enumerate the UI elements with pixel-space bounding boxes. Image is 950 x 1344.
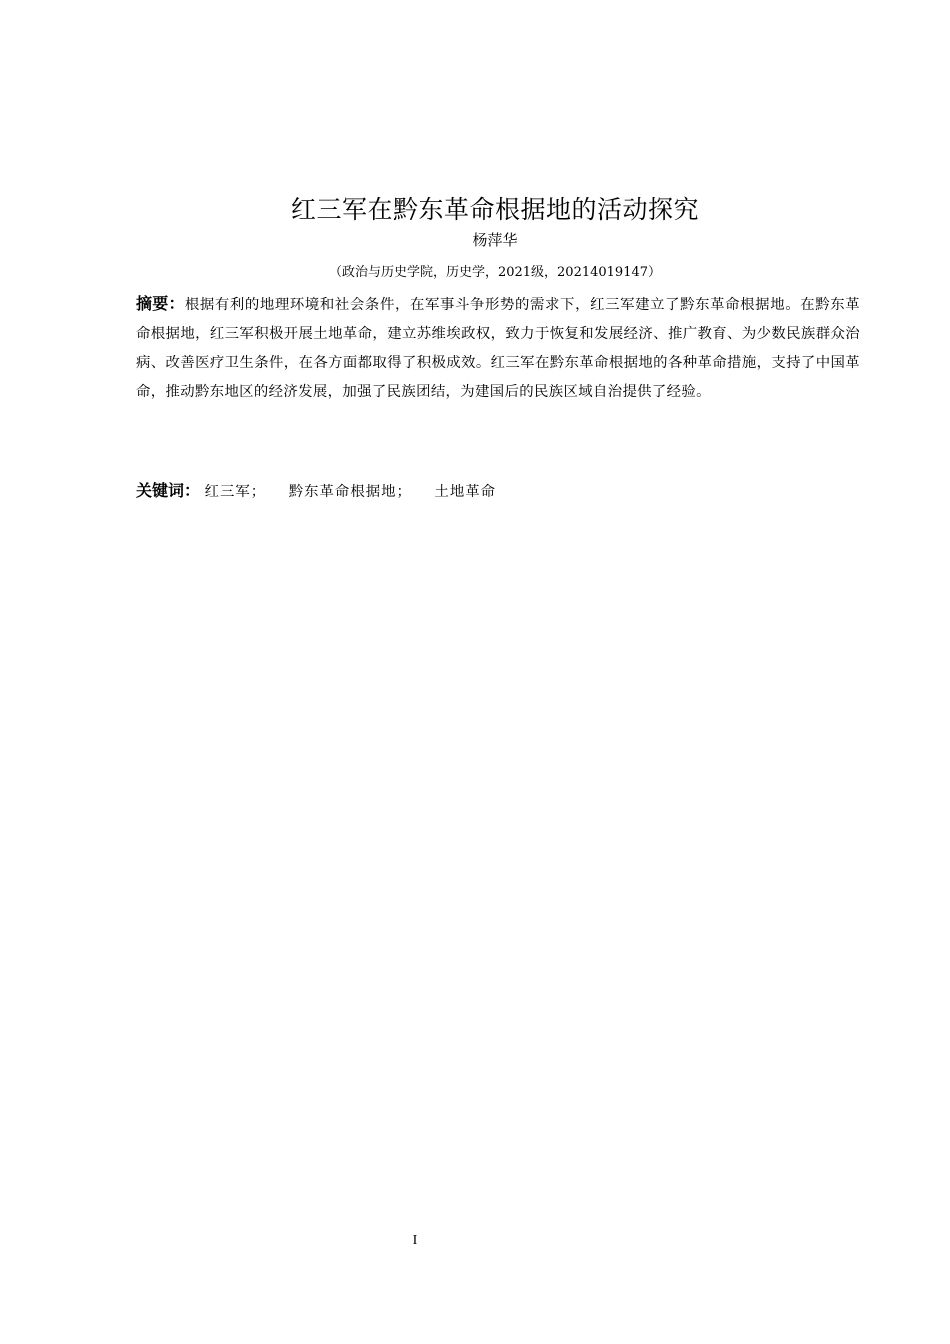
keyword-item: 土地革命 — [434, 484, 497, 500]
keywords-line — [136, 478, 860, 505]
page-number: I — [412, 1233, 418, 1248]
keywords-label: 关键词： — [136, 481, 201, 500]
keyword-item: 黔东革命根据地； — [288, 484, 412, 500]
abstract-text: 根据有利的地理环境和社会条件，在军事斗争形势的需求下，红三军建立了黔东革命根据地。在黔东革命根据地，红三军积极开展土地革命，建立苏维埃政权，致力于恢复和发展经济、推广教育、为少数民族群众治病、改善医疗卫生条件，在各方面都取得了积极成效。红三军在黔东革命根据地的各种革命措施，支持了中国革命，推动黔东地区的经济发展，加强了民族团结，为建国后的民族区域自治提供了经验。 — [136, 297, 860, 400]
abstract-paragraph — [136, 289, 860, 407]
author-affiliation: （政治与历史学院，历史学，2021级，20214019147） — [328, 265, 662, 280]
author-name: 杨萍华 — [472, 231, 518, 249]
paper-title: 红三军在黔东革命根据地的活动探究 — [290, 195, 699, 224]
keyword-item: 红三军； — [204, 484, 267, 500]
abstract-label: 摘要： — [136, 294, 185, 313]
